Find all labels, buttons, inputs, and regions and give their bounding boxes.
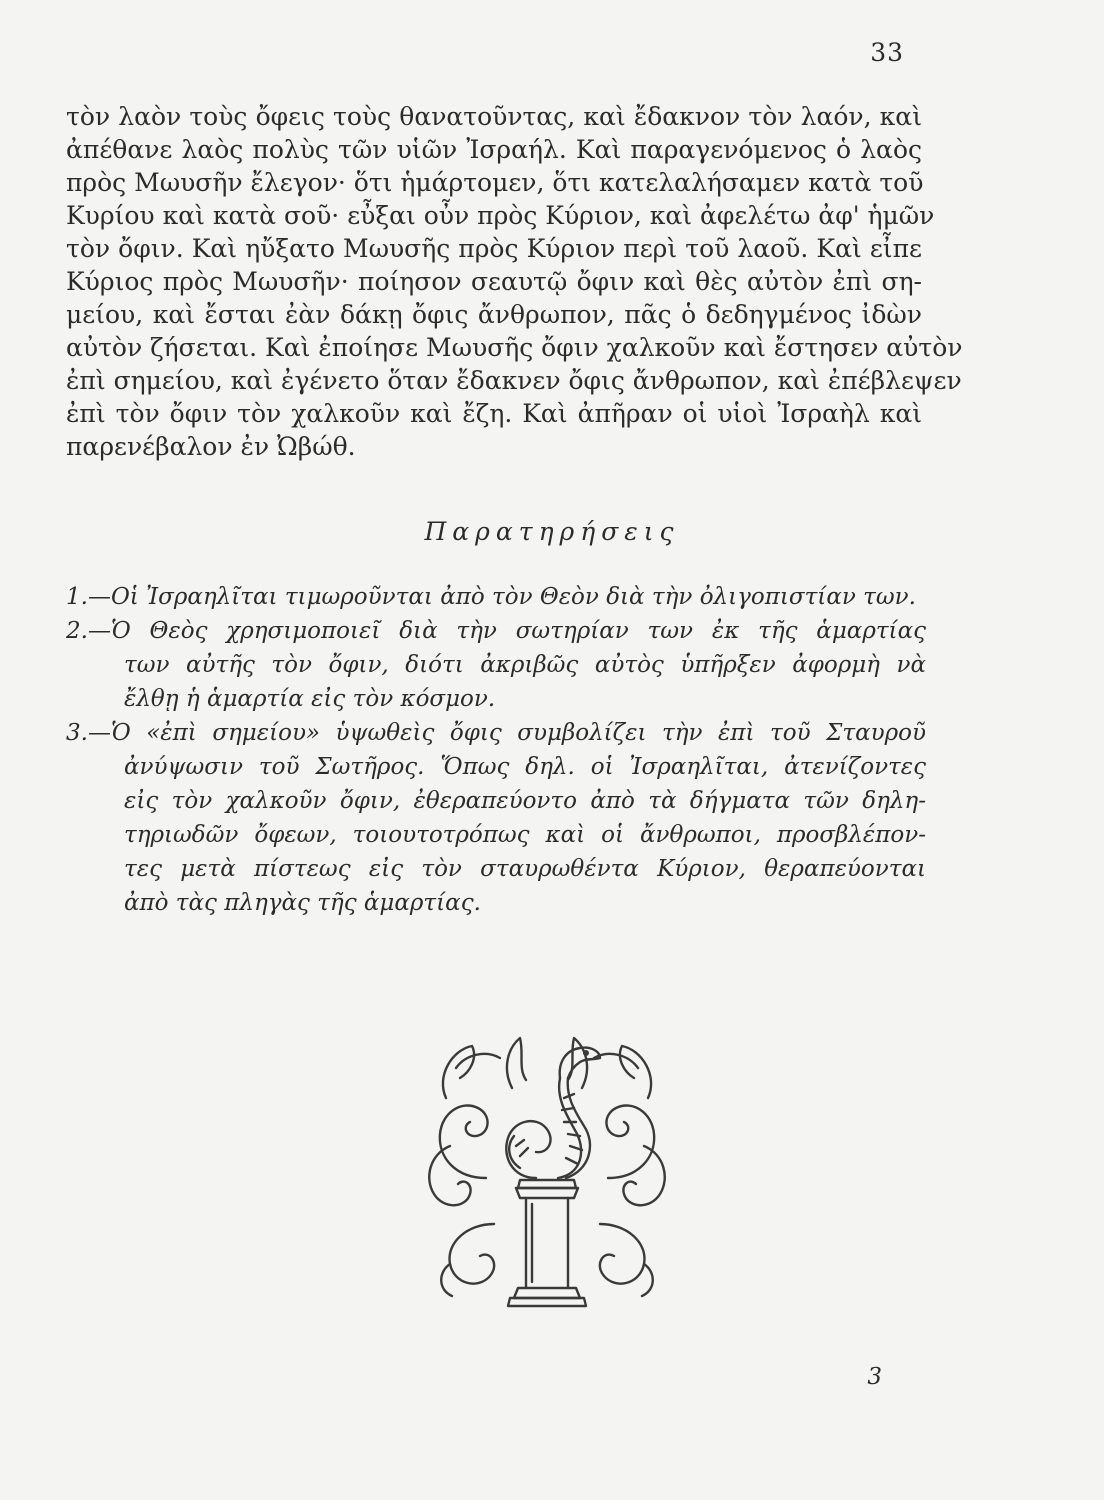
passage-line: πρὸς Μωυσῆν ἔλεγον· ὅτι ἡμάρτομεν, ὅτι κατελαλήσαμεν κατὰ τοῦ — [66, 168, 924, 197]
passage-line: ἐπὶ τὸν ὄφιν τὸν χαλκοῦν καὶ ἔζη. Καὶ ἀπῆραν οἱ υἱοὶ Ἰσραὴλ καὶ — [66, 399, 922, 428]
note-2-line: των αὐτῆς τὸν ὄφιν, διότι ἀκριβῶς αὐτὸς ὑπῆρξεν ἀφορμὴ νὰ — [124, 652, 926, 678]
page-number: 33 — [870, 38, 904, 67]
passage-line: ἀπέθανε λαὸς πολὺς τῶν υἱῶν Ἰσραήλ. Καὶ παραγενόμενος ὁ λαὸς — [66, 135, 922, 164]
section-heading: Παρατηρήσεις — [424, 517, 680, 546]
passage-line: Κυρίου καὶ κατὰ σοῦ· εὖξαι οὖν πρὸς Κύριον, καὶ ἀφελέτω ἀφ' ἡμῶν — [66, 201, 935, 230]
passage-line: μείου, καὶ ἔσται ἐὰν δάκῃ ὄφις ἄνθρωπον, πᾶς ὁ δεδηγμένος ἰδὼν — [66, 300, 922, 329]
bronze-serpent-on-pedestal-icon — [416, 1028, 678, 1310]
note-3-line: τηριωδῶν ὄφεων, τοιουτοτρόπως καὶ οἱ ἄνθρωποι, προσβλέπον- — [124, 822, 926, 848]
gathering-signature: 3 — [867, 1364, 882, 1390]
passage-line: ἐπὶ σημείου, καὶ ἐγένετο ὅταν ἔδακνεν ὄφις ἄνθρωπον, καὶ ἐπέβλεψεν — [66, 366, 962, 395]
passage-line: τὸν ὄφιν. Καὶ ηὔξατο Μωυσῆς πρὸς Κύριον περὶ τοῦ λαοῦ. Καὶ εἶπε — [66, 234, 922, 263]
passage-line: τὸν λαὸν τοὺς ὄφεις τοὺς θανατοῦντας, καὶ ἔδακνον τὸν λαόν, καὶ — [66, 102, 922, 131]
note-3-line: 3.—Ὁ «ἐπὶ σημείου» ὑψωθεὶς ὄφις συμβολίζει τὴν ἐπὶ τοῦ Σταυροῦ — [66, 720, 926, 746]
observations-list — [66, 580, 926, 920]
note-2-line: 2.—Ὁ Θεὸς χρησιμοποιεῖ διὰ τὴν σωτηρίαν των ἐκ τῆς ἁμαρτίας — [66, 618, 926, 644]
note-2-line: ἔλθῃ ἡ ἁμαρτία εἰς τὸν κόσμον. — [124, 686, 496, 712]
note-3-line: ἀνύψωσιν τοῦ Σωτῆρος. Ὅπως δηλ. οἱ Ἰσραηλῖται, ἀτενίζοντες — [124, 754, 926, 780]
note-3-line: ἀπὸ τὰς πληγὰς τῆς ἁμαρτίας. — [124, 890, 481, 916]
note-1-line: 1.—Οἱ Ἰσραηλῖται τιμωροῦνται ἀπὸ τὸν Θεὸν διὰ τὴν ὀλιγοπιστίαν των. — [66, 584, 916, 610]
passage-line: αὐτὸν ζήσεται. Καὶ ἐποίησε Μωυσῆς ὄφιν χαλκοῦν καὶ ἔστησεν αὐτὸν — [66, 333, 963, 362]
note-3-line: εἰς τὸν χαλκοῦν ὄφιν, ἐθεραπεύοντο ἀπὸ τὰ δήγματα τῶν δηλη- — [124, 788, 926, 814]
scripture-passage — [66, 100, 963, 463]
note-3-line: τες μετὰ πίστεως εἰς τὸν σταυρωθέντα Κύριον, θεραπεύονται — [124, 856, 926, 882]
passage-line: παρενέβαλον ἐν Ὠβώθ. — [66, 432, 356, 461]
passage-line: Κύριος πρὸς Μωυσῆν· ποίησον σεαυτῷ ὄφιν καὶ θὲς αὐτὸν ἐπὶ ση- — [66, 267, 922, 296]
